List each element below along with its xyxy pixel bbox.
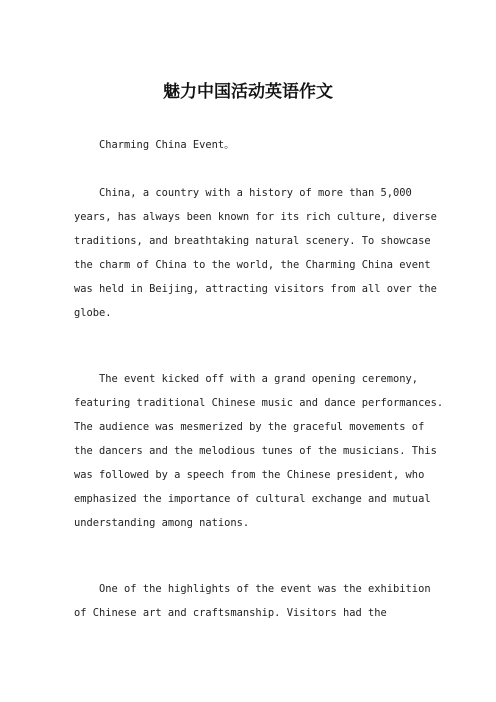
paragraph-exhibition [74,577,431,625]
text-line: One of the highlights of the event was the exhibition [74,583,431,595]
text-line: was held in Beijing, attracting visitors from all over the [74,283,437,295]
text-line: the dancers and the melodious tunes of the musicians. This [74,445,437,457]
text-line: featuring traditional Chinese music and dance performances. [74,397,444,409]
text-line: years, has always been known for its rich culture, diverse [74,211,437,223]
text-line: globe. [74,307,112,319]
text-line: emphasized the importance of cultural exchange and mutual [74,493,431,505]
text-line: the charm of China to the world, the Charming China event [74,259,431,271]
text-line: The audience was mesmerized by the graceful movements of [74,421,425,433]
text-line: was followed by a speech from the Chinese president, who [74,469,425,481]
paragraph-intro [74,181,437,325]
text-line: of Chinese art and craftsmanship. Visitors had the [74,607,387,619]
document-title: 魅力中国活动英语作文 [163,82,333,102]
text-line: China, a country with a history of more than 5,000 [74,187,412,199]
paragraph-heading [74,133,422,157]
text-line: understanding among nations. [74,517,250,529]
text-line: traditions, and breathtaking natural scenery. To showcase [74,235,431,247]
text-line: Charming China Event。 [74,139,235,151]
text-line: The event kicked off with a grand opening ceremony, [74,373,419,385]
paragraph-opening-ceremony [74,367,444,535]
